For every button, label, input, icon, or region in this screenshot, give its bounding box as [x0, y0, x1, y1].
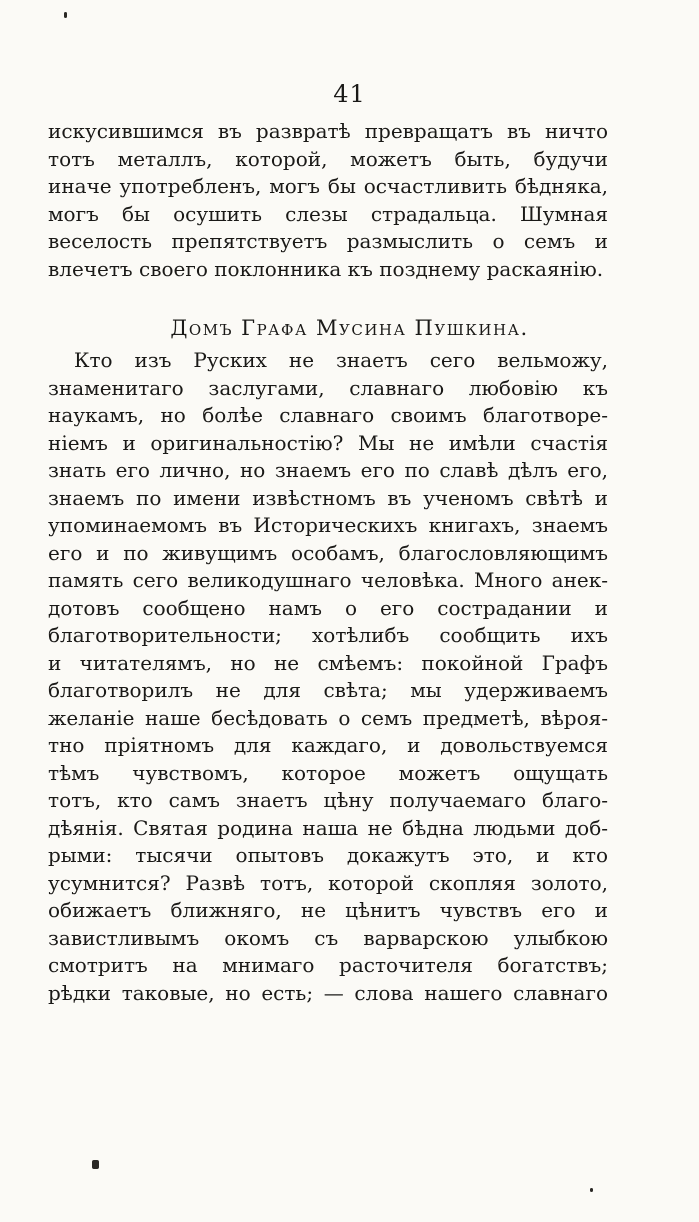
section-heading: Домъ Графа Мусина Пушкина.: [170, 316, 529, 340]
text-line: и читателямъ, но не смѣемъ: покойной Графъ: [48, 650, 608, 675]
text-line: иначе употребленъ, могъ бы осчастливить бѣдняка,: [48, 174, 608, 198]
text-line: благотворилъ не для свѣта; мы удерживаемъ: [48, 678, 608, 702]
paragraph-1: [48, 118, 608, 283]
text-line: тѣмъ чувствомъ, которое можетъ ощущать: [48, 760, 608, 785]
ink-speck: [64, 12, 67, 18]
text-line: усумнится? Развѣ тотъ, которой скопляя золото,: [48, 870, 608, 895]
text-line: дѣянія. Святая родина наша не бѣдна людьми доб-: [48, 815, 608, 840]
text-line: рыми: тысячи опытовъ докажутъ это, и кто: [48, 843, 608, 867]
text-line: ніемъ и оригинальностію? Мы не имѣли счастія: [48, 430, 608, 455]
ink-speck: [590, 1188, 593, 1192]
text-line: Кто изъ Руских не знаетъ сего вельможу,: [74, 348, 608, 372]
paragraph-2: [48, 347, 608, 1007]
text-line: упоминаемомъ въ Историческихъ книгахъ, знаемъ: [48, 513, 608, 537]
text-line: желаніе наше бесѣдовать о семъ предметѣ, вѣроя-: [48, 705, 608, 730]
text-line: смотритъ на мнимаго расточителя богатствъ;: [48, 953, 608, 977]
text-line: его и по живущимъ особамъ, благословляющимъ: [48, 540, 608, 565]
text-line: знать его лично, но знаемъ его по славѣ дѣлъ его,: [48, 458, 608, 482]
text-line: тно пріятномъ для каждаго, и довольствуемся: [48, 733, 608, 757]
text-line: тотъ металлъ, которой, можетъ быть, будучи: [48, 146, 608, 171]
text-line: завистливымъ окомъ съ варварскою улыбкою: [48, 925, 608, 950]
text-line: тотъ, кто самъ знаетъ цѣну получаемаго благо-: [48, 788, 608, 812]
text-line: искусившимся въ развратѣ превращатъ въ ничто: [48, 119, 608, 143]
ink-speck: [92, 1160, 99, 1169]
text-line: знаемъ по имени извѣстномъ въ ученомъ свѣтѣ и: [48, 485, 608, 510]
text-line: могъ бы осушить слезы страдальца. Шумная: [48, 201, 608, 226]
text-line: рѣдки таковые, но есть; — слова нашего славнаго: [48, 980, 608, 1005]
text-line: обижаетъ ближняго, не цѣнитъ чувствъ его и: [48, 898, 608, 922]
text-line: дотовъ сообщено намъ о его сострадании и: [48, 595, 608, 620]
page-number: 41: [333, 80, 366, 108]
text-line: веселость препятствуетъ размыслить о семъ и: [48, 229, 608, 253]
text-line: знаменитаго заслугами, славнаго любовію къ: [48, 375, 608, 400]
text-line: влечетъ своего поклонника къ позднему раскаянію.: [48, 256, 604, 281]
text-line: память сего великодушнаго человѣка. Много анек-: [48, 568, 608, 592]
text-line: наукамъ, но болѣе славнаго своимъ благотворе-: [48, 403, 608, 427]
text-line: благотворительности; хотѣлибъ сообщить ихъ: [48, 623, 608, 647]
